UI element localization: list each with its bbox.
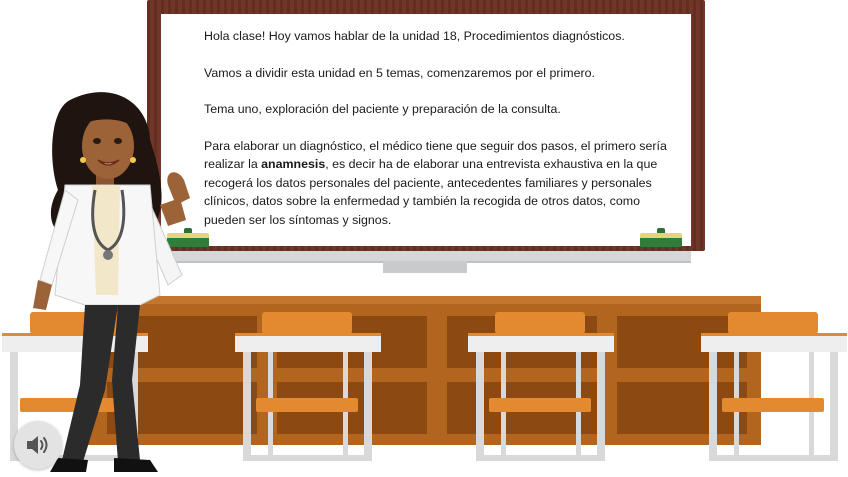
board-paragraph-4	[204, 137, 682, 230]
board-keyword-anamnesis: anamnesis	[261, 157, 326, 171]
board-paragraph-1: Hola clase! Hoy vamos hablar de la unidad 18, Procedimientos diagnósticos.	[204, 29, 625, 43]
board-stand	[383, 261, 467, 273]
board-paragraph-4-end: , es decir ha de elaborar una entrevista exhaustiva en la que recogerá los datos personales del paciente, antecedentes familiares y personales clínicos, datos sobre la enfermedad y también la recogida de otros datos, como pueden ser los síntomas y signos.	[204, 157, 658, 227]
doctor-character-illustration	[0, 80, 200, 477]
board-paragraph-3: Tema uno, exploración del paciente y preparación de la consulta.	[204, 102, 561, 116]
board-paragraph-2: Vamos a dividir esta unidad en 5 temas, comenzaremos por el primero.	[204, 65, 595, 80]
board-paragraph-4-start: Para elaborar un diagnóstico, el médico tiene que seguir dos pasos, el primero sería realizar la	[204, 138, 667, 171]
speaker-icon	[25, 434, 51, 456]
board-text	[204, 27, 682, 229]
eraser-right	[640, 233, 682, 247]
sound-button[interactable]	[14, 421, 62, 469]
